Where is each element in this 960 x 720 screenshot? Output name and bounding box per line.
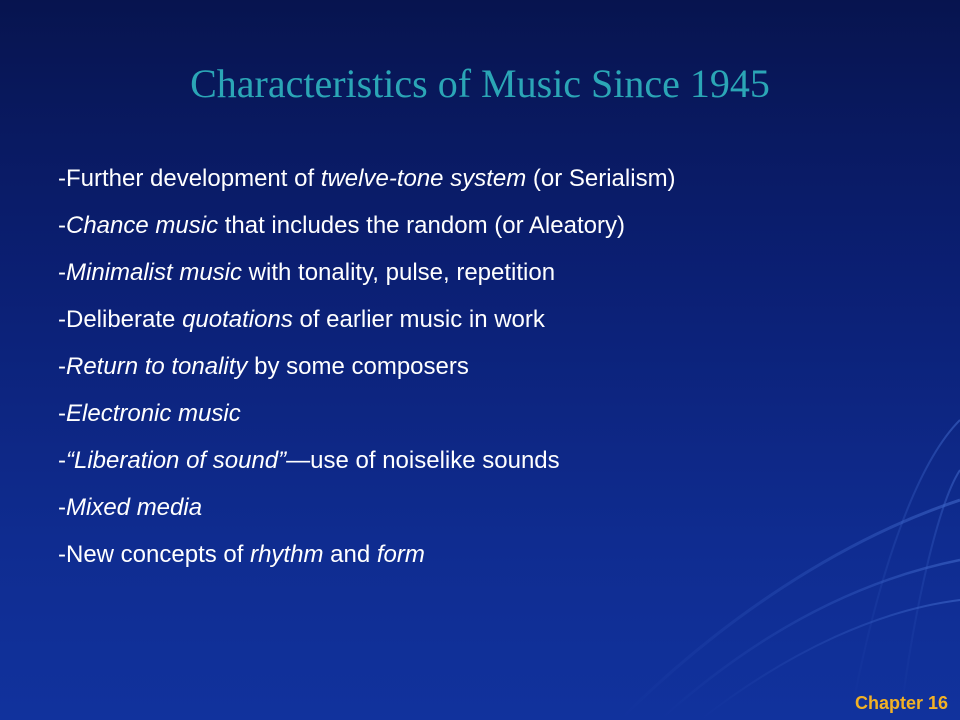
bullet-item xyxy=(58,155,676,202)
bullet-item xyxy=(58,437,676,484)
bullet-item xyxy=(58,296,676,343)
chapter-footer: Chapter 16 xyxy=(854,693,948,713)
bullet-list xyxy=(58,155,676,578)
bullet-italic-text: form xyxy=(376,541,425,568)
bullet-item xyxy=(58,390,676,437)
bullet-text: -Deliberate xyxy=(58,306,183,333)
bullet-text: -New concepts of xyxy=(58,541,251,568)
bullet-italic-text: rhythm xyxy=(250,541,324,568)
bullet-italic-text: quotations xyxy=(182,306,293,333)
bullet-text: and xyxy=(323,541,377,568)
slide-title: Characteristics of Music Since 1945 xyxy=(190,61,770,106)
bullet-item xyxy=(58,249,676,296)
bullet-text: - xyxy=(58,400,66,427)
bullet-text: by some composers xyxy=(247,353,469,380)
bullet-text: (or Serialism) xyxy=(526,165,676,192)
bullet-text: - xyxy=(58,447,66,474)
bullet-item xyxy=(58,202,676,249)
bullet-text: that includes the random (or Aleatory) xyxy=(218,212,625,239)
bullet-item xyxy=(58,343,676,390)
bullet-item xyxy=(58,531,676,578)
bullet-italic-text: “Liberation of sound” xyxy=(66,447,287,474)
bullet-text: - xyxy=(58,353,66,380)
bullet-italic-text: Mixed media xyxy=(66,494,203,521)
bullet-item xyxy=(58,484,676,531)
bullet-italic-text: Return to tonality xyxy=(66,353,248,380)
bullet-text: - xyxy=(58,212,66,239)
bullet-italic-text: Chance music xyxy=(66,212,219,239)
bullet-text: - xyxy=(58,494,66,521)
bullet-text: - xyxy=(58,259,66,286)
bullet-italic-text: Electronic music xyxy=(66,400,241,427)
bullet-text: —use of noiselike sounds xyxy=(286,447,560,474)
bullet-text: with tonality, pulse, repetition xyxy=(242,259,556,286)
bullet-text: -Further development of xyxy=(58,165,321,192)
bullet-italic-text: twelve-tone system xyxy=(320,165,527,192)
bullet-text: of earlier music in work xyxy=(292,306,545,333)
bullet-italic-text: Minimalist music xyxy=(66,259,243,286)
